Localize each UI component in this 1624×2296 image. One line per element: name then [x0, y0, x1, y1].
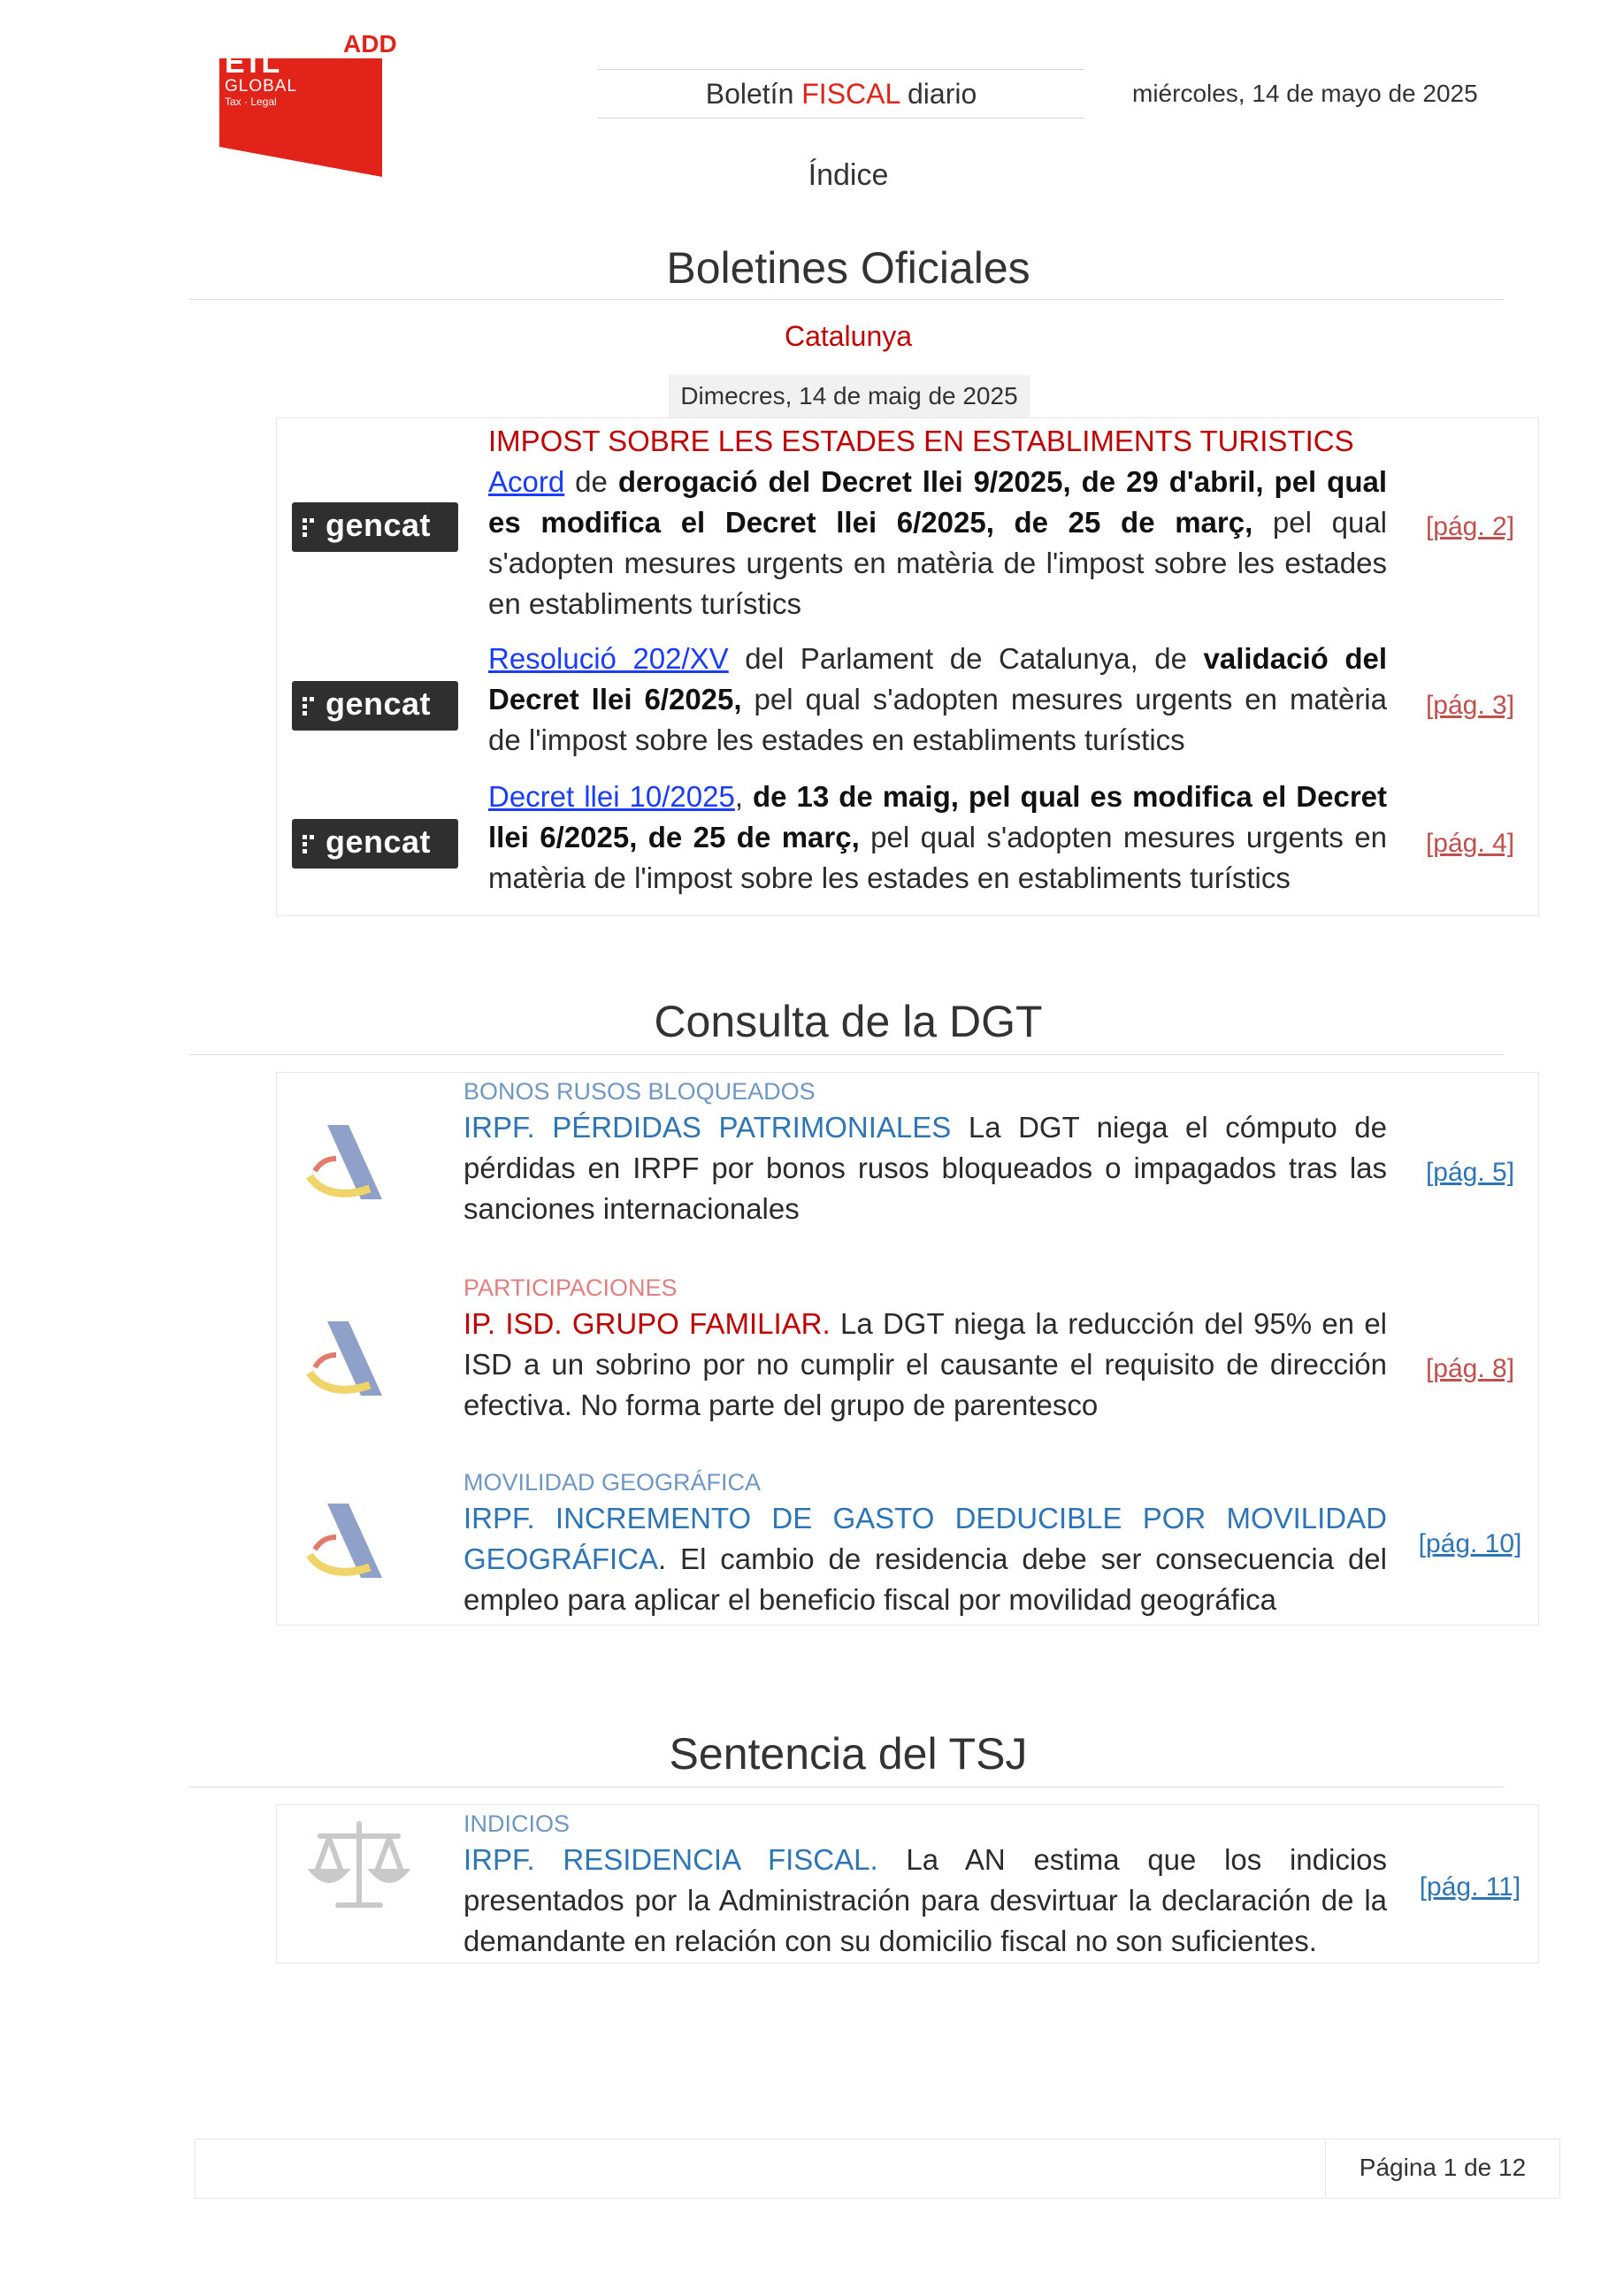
gencat-dots-icon [303, 835, 324, 854]
page-link[interactable]: [pág. 3] [1425, 691, 1515, 720]
entry-category: IMPOST SOBRE LES ESTADES EN ESTABLIMENTS TURISTICS [488, 425, 1354, 457]
entry-text-bold: de 13 de maig, pel qual es modifica el Decret llei 6/2025, de 25 de març, [488, 780, 1388, 853]
bulletin-title-suffix: diario [900, 78, 977, 110]
entry-link[interactable]: Resolució 202/XV [488, 642, 729, 675]
bulletin-entry [488, 421, 1387, 624]
gencat-logo [292, 502, 458, 552]
bulletin-title-prefix: Boletín [705, 78, 802, 110]
page-link[interactable]: [pág. 10] [1418, 1529, 1522, 1558]
entry-link[interactable]: Acord [488, 465, 565, 498]
bulletin-title-box [598, 69, 1084, 119]
entry-text-pre: del Parlament de Catalunya, de [728, 642, 1204, 675]
entry-text-rest: pel qual s'adopten mesures urgents en matèria de l'impost sobre les estades en establiments turístics [488, 821, 1388, 894]
footer [195, 2139, 1560, 2199]
dgt-entry [463, 1075, 1387, 1229]
section-title-dgt: Consulta de la DGT [654, 997, 1043, 1046]
entry-text-pre: de [564, 465, 618, 498]
entry-heading: IRPF. RESIDENCIA FISCAL. [463, 1843, 878, 1876]
section-title-boletines: Boletines Oficiales [666, 243, 1030, 293]
gencat-wordmark: gencat [326, 507, 432, 543]
etl-global-logo [219, 30, 397, 147]
dgt-entry [463, 1466, 1387, 1620]
page-link[interactable]: [pág. 5] [1425, 1158, 1515, 1187]
aeat-logo-icon [301, 1311, 398, 1408]
entry-tag: INDICIOS [463, 1810, 571, 1837]
entry-text-bold: derogació del Decret llei 9/2025, de 29 d'abril, pel qual es modifica el Decret llei 6/2025, de 25 de març, [488, 465, 1387, 539]
gencat-wordmark: gencat [326, 823, 432, 860]
bulletin-title-highlight: FISCAL [801, 78, 900, 110]
footer-separator [1325, 2139, 1326, 2198]
bulletin-date-bar: Dimecres, 14 de maig de 2025 [669, 375, 1030, 417]
entry-text-pre: , [734, 780, 753, 813]
gencat-logo [292, 681, 458, 731]
page-link[interactable]: [pág. 4] [1425, 829, 1515, 858]
gencat-dots-icon [303, 518, 324, 538]
tsj-entry [463, 1808, 1387, 1962]
aeat-logo-icon [301, 1114, 398, 1212]
entry-heading: IP. ISD. GRUPO FAMILIAR. [463, 1307, 831, 1340]
entry-text: La DGT niega la reducción del 95% en el ISD a un sobrino por no cumplir el causante el requisito de dirección efectiva. No forma parte del grupo de parentesco [463, 1307, 1388, 1421]
section-divider [189, 1054, 1504, 1055]
entry-text-bold: validació del Decret llei 6/2025, [488, 642, 1387, 716]
aeat-logo-icon [301, 1493, 398, 1590]
section-divider [189, 299, 1504, 300]
page-link[interactable]: [pág. 11] [1419, 1872, 1521, 1902]
gencat-wordmark: gencat [326, 685, 432, 722]
region-title: Catalunya [784, 320, 913, 352]
bulletin-title [598, 75, 1084, 112]
entry-text: . El cambio de residencia debe ser consecuencia del empleo para aplicar el beneficio fiscal por movilidad geográfica [463, 1542, 1387, 1616]
entry-heading: IRPF. PÉRDIDAS PATRIMONIALES [463, 1111, 952, 1144]
scales-of-justice-icon [308, 1817, 410, 1916]
entry-text-rest: pel qual s'adopten mesures urgents en matèria de l'impost sobre les estades en establiments turístics [488, 506, 1387, 620]
page-number: Página 1 de 12 [1359, 2154, 1527, 2181]
bulletin-entry [488, 777, 1387, 899]
gencat-logo [292, 819, 458, 869]
entry-tag: BONOS RUSOS BLOQUEADOS [463, 1078, 816, 1105]
header-date: miércoles, 14 de mayo de 2025 [1132, 80, 1478, 107]
logo-add-text: ADD [343, 30, 397, 57]
page-link[interactable]: [pág. 2] [1425, 512, 1515, 541]
bulletin-entry [488, 639, 1387, 761]
entry-link[interactable]: Decret llei 10/2025 [488, 780, 735, 813]
index-title: Índice [808, 158, 889, 192]
dgt-entry [463, 1272, 1387, 1426]
entry-text: La DGT niega el cómputo de pérdidas en IRPF por bonos rusos bloqueados o impagados tras las sanciones internacionales [463, 1111, 1388, 1225]
logo-etl-text: ETL [225, 46, 280, 80]
logo-global-text: GLOBAL [225, 77, 298, 96]
entry-tag: MOVILIDAD GEOGRÁFICA [463, 1469, 762, 1496]
section-title-tsj: Sentencia del TSJ [669, 1729, 1028, 1779]
entry-heading: IRPF. INCREMENTO DE GASTO DEDUCIBLE POR MOVILIDAD GEOGRÁFICA [463, 1502, 1387, 1575]
logo-tagline-text: Tax · Legal [225, 96, 277, 108]
page-link[interactable]: [pág. 8] [1425, 1354, 1515, 1383]
entry-tag: PARTICIPACIONES [463, 1274, 678, 1301]
entry-text-rest: pel qual s'adopten mesures urgents en matèria de l'impost sobre les estades en establiments turístics [488, 683, 1387, 756]
entry-text: La AN estima que los indicios presentados por la Administración para desvirtuar la declaración de la demandante en relación con su domicilio fiscal no son suficientes. [463, 1843, 1388, 1957]
gencat-dots-icon [303, 697, 324, 716]
